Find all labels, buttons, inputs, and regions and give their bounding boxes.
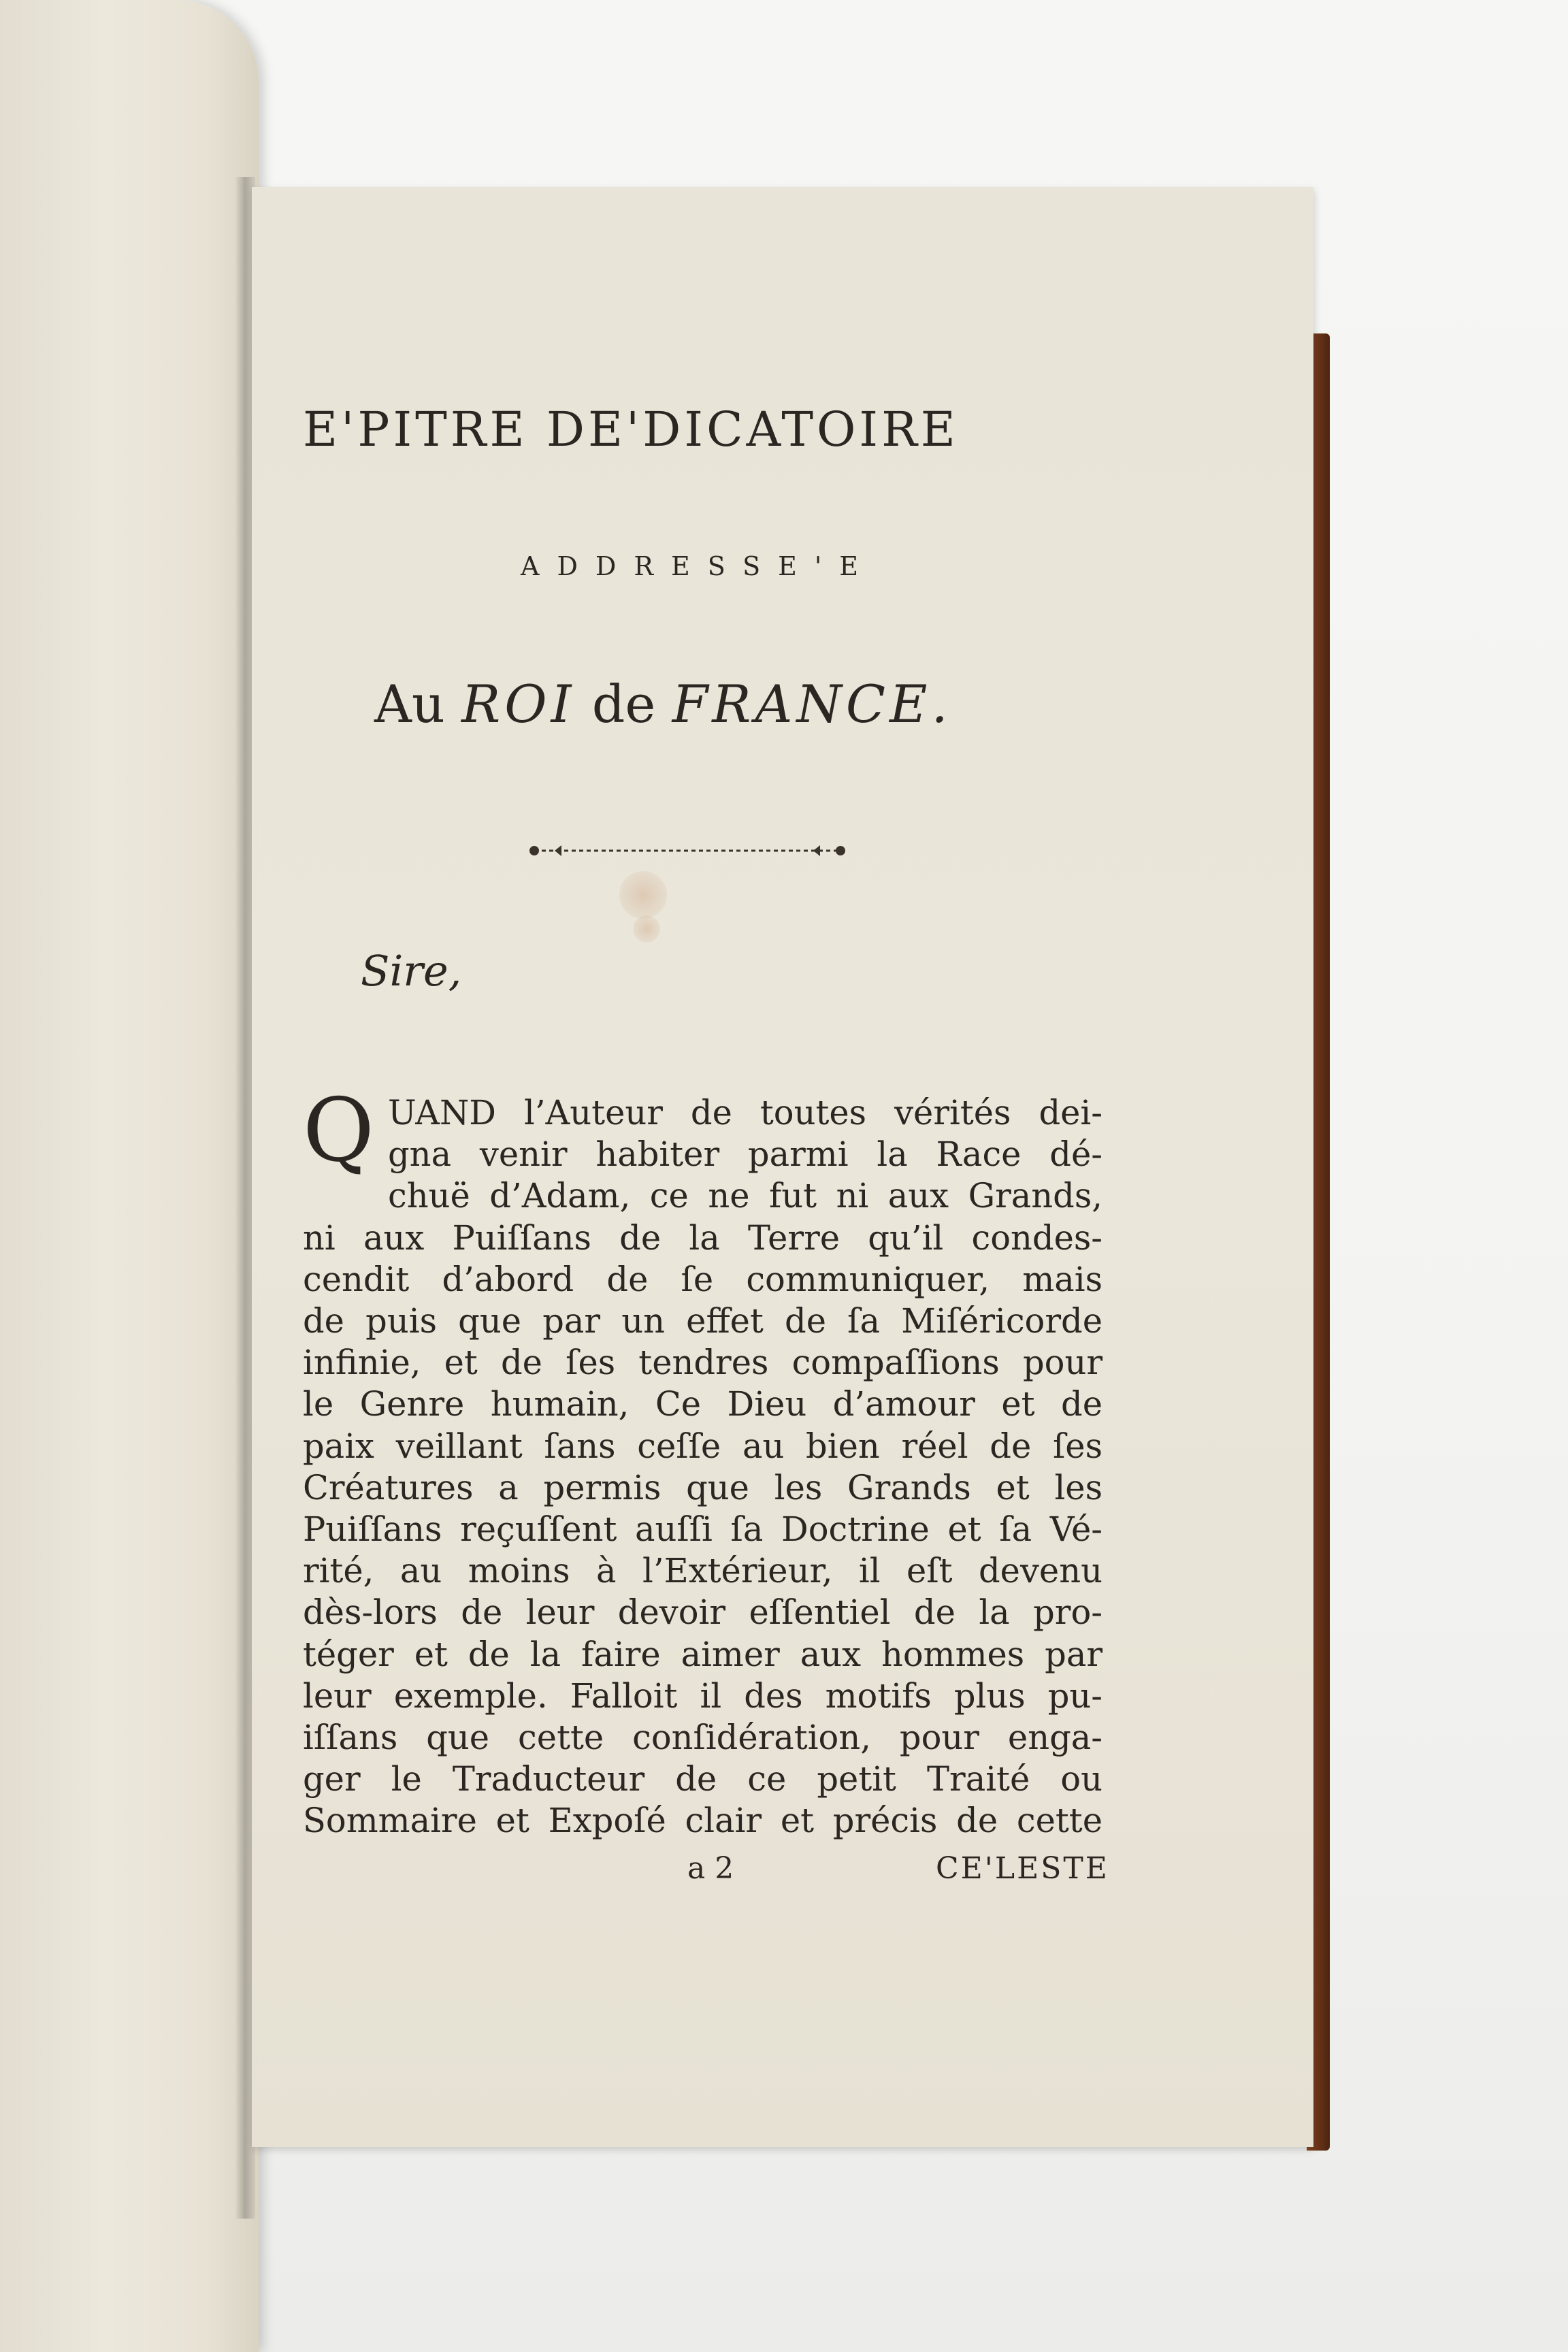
signature-mark: a 2 [687,1851,734,1886]
dedicatee-de: de [591,674,656,734]
foxing-stain [633,915,660,943]
text-line: Puiſſans reçuſſent auſſi ſa Doctrine et ſa Vé- [303,1509,1102,1550]
text-line: cendit d’abord de ſe communiquer, mais [303,1259,1102,1299]
text-line: Sommaire et Expoſé clair et précis de cette [303,1801,1102,1841]
dedicatee-line [374,674,952,734]
text-line: dès-lors de leur devoir eſſentiel de la pro- [303,1592,1102,1633]
text-line: ger le Traducteur de ce petit Traité ou [303,1759,1102,1799]
text-line: gna venir habiter parmi la Race dé- [388,1134,1102,1175]
salutation: Sire, [361,946,462,996]
text-line: UAND l’Auteur de toutes vérités dei- [388,1093,1102,1132]
dedicatee-roi: ROI [461,674,576,734]
text-line: paix veillant ſans ceſſe au bien réel de ſes [303,1426,1102,1466]
text-line: le Genre humain, Ce Dieu d’amour et de [303,1384,1102,1424]
catchword: CE'LESTE [936,1851,1109,1886]
ornament-rule [527,840,847,861]
text-line: rité, au moins à l’Extérieur, il eſt devenu [303,1551,1102,1591]
text-line: chuë d’Adam, ce ne fut ni aux Grands, [388,1176,1102,1216]
addressee-line: ADDRESSE'E [521,551,877,581]
text-line: infinie, et de ſes tendres compaſſions pour [303,1343,1102,1383]
body-text [303,1092,1102,1842]
dedicatee-au: Au [374,674,445,734]
page-title: E'PITRE DE'DICATOIRE [303,402,959,457]
dedicatee-france: FRANCE. [672,674,952,734]
first-word: UAND [388,1093,496,1132]
text-line: ni aux Puiſſans de la Terre qu’il condes- [303,1218,1102,1258]
left-page [0,0,259,2352]
text-line: iſſans que cette conſidération, pour enga- [303,1718,1102,1758]
text-line: de puis que par un effet de ſa Miſéricorde [303,1301,1102,1341]
text-line: téger et de la faire aimer aux hommes par [303,1634,1102,1674]
foxing-stain [619,871,667,919]
text-line: Créatures a permis que les Grands et les [303,1467,1102,1507]
drop-cap: Q [303,1080,374,1181]
text-line: leur exemple. Falloit il des motifs plus pu- [303,1676,1102,1716]
